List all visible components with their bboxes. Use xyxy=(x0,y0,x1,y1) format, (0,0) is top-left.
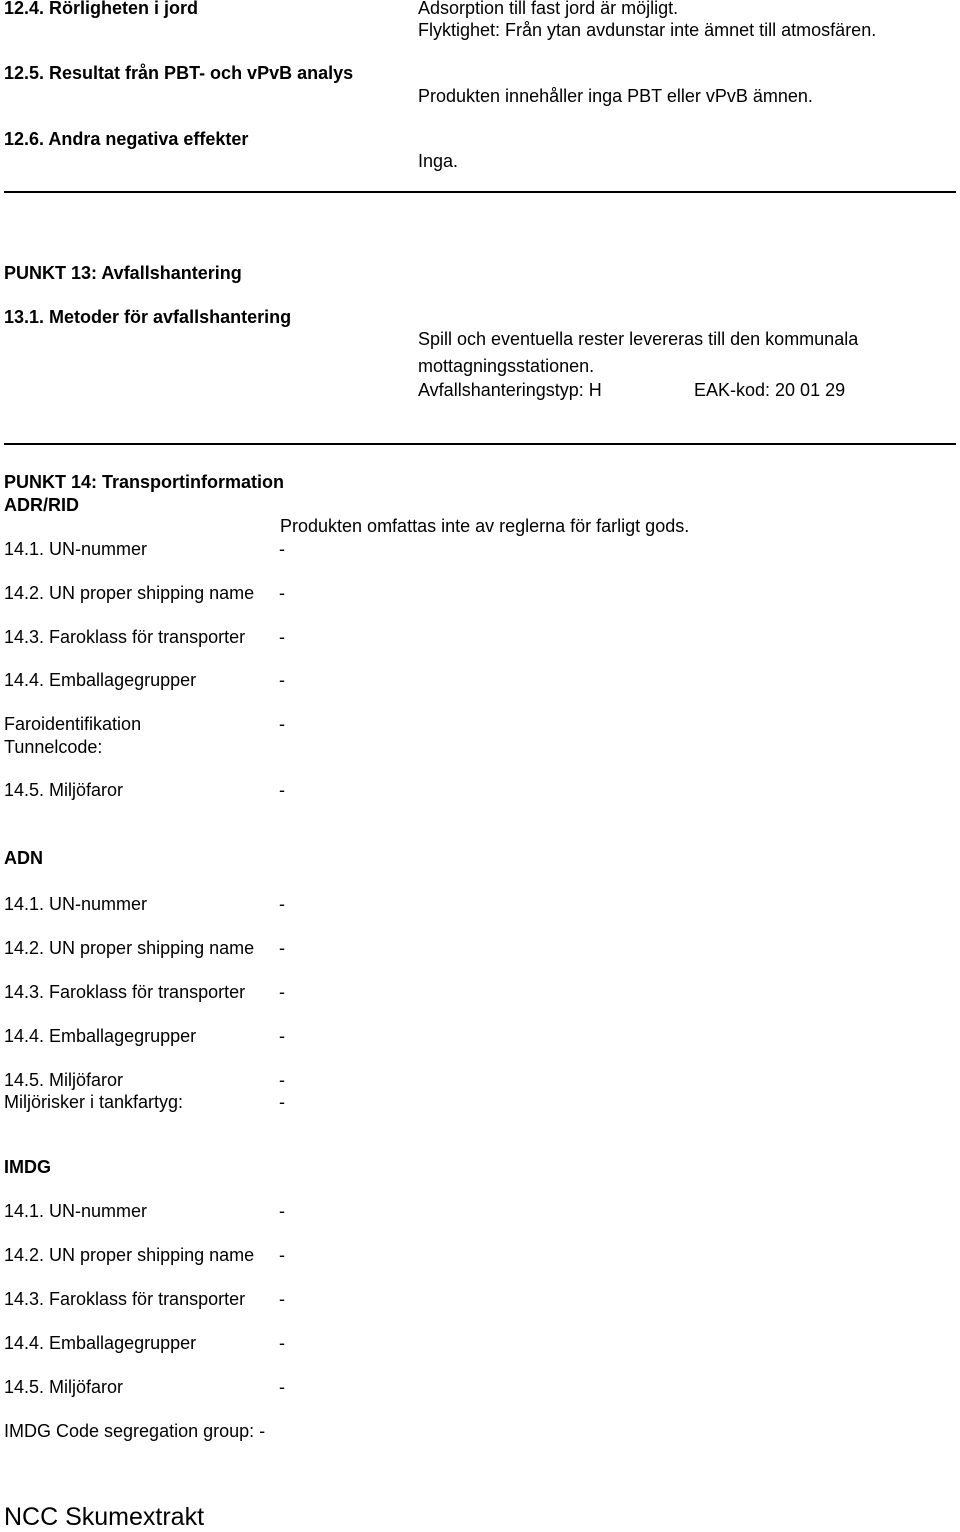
imdg-segregation-group: IMDG Code segregation group: - xyxy=(4,1421,266,1441)
adn-row-label: 14.5. Miljöfaror xyxy=(4,1070,124,1090)
adr-row-label: 14.2. UN proper shipping name xyxy=(4,583,255,603)
divider xyxy=(4,191,956,193)
divider xyxy=(4,443,956,445)
imdg-row-label: 14.4. Emballagegrupper xyxy=(4,1333,197,1353)
adr-row-value: - xyxy=(279,670,285,690)
section-12-5-title: 12.5. Resultat från PBT- och vPvB analys xyxy=(4,63,354,83)
adr-row-value: - xyxy=(279,714,285,734)
section-12-4-title: 12.4. Rörligheten i jord xyxy=(4,0,199,18)
adn-label: ADN xyxy=(4,848,43,868)
adn-row-label: Miljörisker i tankfartyg: xyxy=(4,1092,184,1112)
section-13-heading: PUNKT 13: Avfallshantering xyxy=(4,263,242,283)
section-12-6-text: Inga. xyxy=(418,151,459,171)
imdg-row-label: 14.1. UN-nummer xyxy=(4,1201,148,1221)
adr-row-label: 14.5. Miljöfaror xyxy=(4,780,124,800)
imdg-row-value: - xyxy=(279,1377,285,1397)
adr-row-value: - xyxy=(279,583,285,603)
adr-label: ADR/RID xyxy=(4,495,79,515)
adr-row-label: 14.1. UN-nummer xyxy=(4,539,148,559)
section-12-4-line1: Adsorption till fast jord är möjligt. xyxy=(418,0,679,18)
adr-row-label: 14.4. Emballagegrupper xyxy=(4,670,197,690)
imdg-row-label: 14.3. Faroklass för transporter xyxy=(4,1289,246,1309)
imdg-row-value: - xyxy=(279,1289,285,1309)
adr-row-value: - xyxy=(279,780,285,800)
adr-row-label: Tunnelcode: xyxy=(4,737,103,757)
adr-row-value: - xyxy=(279,627,285,647)
imdg-label: IMDG xyxy=(4,1157,51,1177)
section-14-heading: PUNKT 14: Transportinformation xyxy=(4,472,285,492)
adn-row-value: - xyxy=(279,938,285,958)
adr-row-value: - xyxy=(279,539,285,559)
footer-product-name: NCC Skumextrakt xyxy=(4,1503,205,1531)
adn-row-label: 14.4. Emballagegrupper xyxy=(4,1026,197,1046)
section-13-1-title: 13.1. Metoder för avfallshantering xyxy=(4,307,292,327)
adn-row-value: - xyxy=(279,982,285,1002)
adr-note: Produkten omfattas inte av reglerna för farligt gods. xyxy=(280,516,690,536)
adn-row-value: - xyxy=(279,1070,285,1090)
adn-row-value: - xyxy=(279,1092,285,1112)
adn-row-value: - xyxy=(279,894,285,914)
imdg-row-label: 14.5. Miljöfaror xyxy=(4,1377,124,1397)
adr-row-label: Faroidentifikation xyxy=(4,714,142,734)
eak-code: EAK-kod: 20 01 29 xyxy=(694,380,846,400)
waste-type: Avfallshanteringstyp: H xyxy=(418,380,602,400)
adn-row-value: - xyxy=(279,1026,285,1046)
adn-row-label: 14.1. UN-nummer xyxy=(4,894,148,914)
section-12-5-text: Produkten innehåller inga PBT eller vPvB ämnen. xyxy=(418,86,813,106)
adr-row-label: 14.3. Faroklass för transporter xyxy=(4,627,246,647)
section-12-4-line2: Flyktighet: Från ytan avdunstar inte ämnet till atmosfären. xyxy=(418,20,877,40)
imdg-row-label: 14.2. UN proper shipping name xyxy=(4,1245,255,1265)
imdg-row-value: - xyxy=(279,1245,285,1265)
imdg-row-value: - xyxy=(279,1333,285,1353)
imdg-row-value: - xyxy=(279,1201,285,1221)
section-13-1-line2: mottagningsstationen. xyxy=(418,356,595,376)
adn-row-label: 14.2. UN proper shipping name xyxy=(4,938,255,958)
section-12-6-title: 12.6. Andra negativa effekter xyxy=(4,129,249,149)
adn-row-label: 14.3. Faroklass för transporter xyxy=(4,982,246,1002)
section-13-1-line1: Spill och eventuella rester levereras till den kommunala xyxy=(418,329,859,349)
